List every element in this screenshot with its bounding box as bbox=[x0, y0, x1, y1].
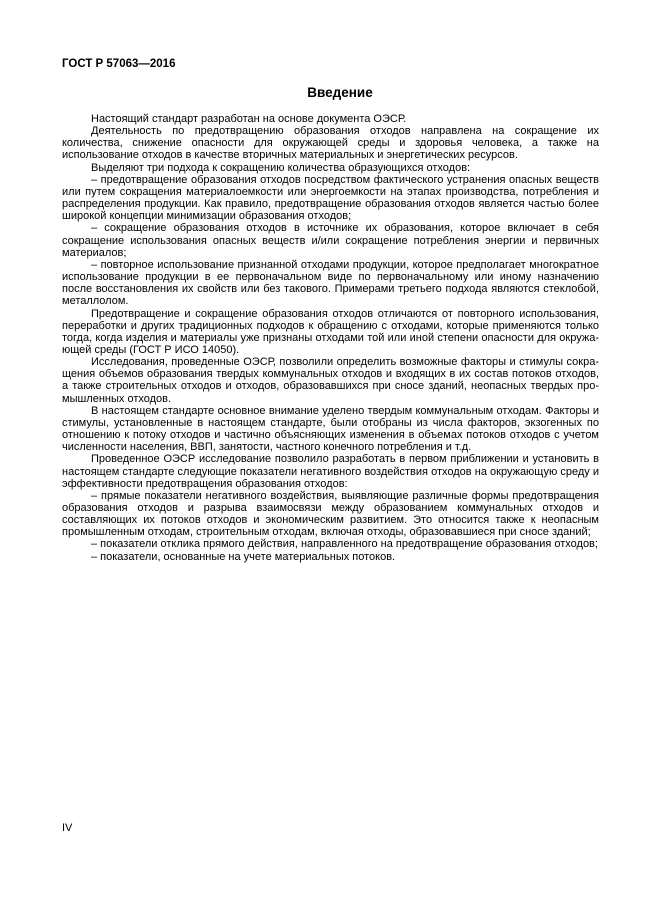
paragraph: Проведенное ОЭСР исследование позволило разработать в первом приближении и установить в настоящем стандарте следующие показатели негативного воздействия отходов на окружающую среду и эффективности предотвращения образования отходов: bbox=[62, 453, 599, 490]
list-item: – прямые показатели негативного воздействия, выявляющие различные формы предотвращения образования отходов и разрыва взаимосвязи между образованием коммунальных отходов и составляющих их потоков отходов и экономическим развитием. Это относится также к неопасным промышленным отходам, строительным отходам, включая отходы, образовавшиеся при сносе зданий; bbox=[62, 489, 599, 539]
page-number: IV bbox=[62, 822, 73, 834]
paragraph: Деятельность по предотвращению образования отходов направлена на сокращение их количества, снижение опасности для окружающей среды и здоровья человека, а также на использование отходов в качестве вторичных материальных и энергетических ресурсов. bbox=[62, 125, 599, 162]
paragraph: Предотвращение и сокращение образования отходов отличаются от повторного использования, переработки и других традиционных подходов к обращению с отходами, которые применяются только тогда, когда изделия и материалы уже признаны отходами той или иной степени опасности для окружающей среды (ГОСТ Р ИСО 14050). bbox=[62, 307, 599, 356]
section-title: Введение bbox=[307, 85, 373, 100]
list-item: – предотвращение образования отходов посредством фактического устранения опасных веществ или путем сокращения материалоемкости или энергоемкости на этапах производства, потребления и распределения продукции. Как правило, предотвращение образования отходов является частью более широкой концепции минимизации образования отходов; bbox=[62, 173, 599, 223]
paragraph: В настоящем стандарте основное внимание уделено твердым коммунальным отходам. Факторы и стимулы, установленные в настоящем стандарте, были отобраны из числа факторов, экзогенных по отношению к потоку отходов и частично объясняющих изменения в объемах потоков отходов с учетом численности населения, ВВП, занятости, частного конечного потребления и т.д. bbox=[62, 404, 599, 454]
list-item: – показатели отклика прямого действия, направленного на предотвращение образования отходов; bbox=[91, 538, 598, 551]
paragraph: Выделяют три подхода к сокращению количества образующихся отходов: bbox=[91, 161, 471, 174]
document-body bbox=[62, 113, 599, 563]
paragraph: Исследования, проведенные ОЭСР, позволили определить возможные факторы и стимулы сокращения объемов образования твердых коммунальных отходов и входящих в их состав потоков отходов, а также строительных отходов и отходов, образовавшихся при сносе зданий, неопасных твердых промышленных отходов. bbox=[62, 356, 599, 405]
list-item: – повторное использование признанной отходами продукции, которое предполагает многократное использование продукции в ее первоначальном виде по первоначальному или иному назначению после восстановления их свойств или без такового. Примерами третьего подхода являются стеклобой, металлолом. bbox=[62, 258, 599, 308]
document-number: ГОСТ Р 57063—2016 bbox=[62, 58, 176, 70]
list-item: – показатели, основанные на учете материальных потоков. bbox=[91, 550, 396, 563]
list-item: – сокращение образования отходов в источнике их образования, которое включает в себя сокращение использования опасных веществ и/или сокращение потребления энергии и первичных материалов; bbox=[62, 222, 599, 259]
paragraph: Настоящий стандарт разработан на основе документа ОЭСР. bbox=[91, 113, 407, 125]
